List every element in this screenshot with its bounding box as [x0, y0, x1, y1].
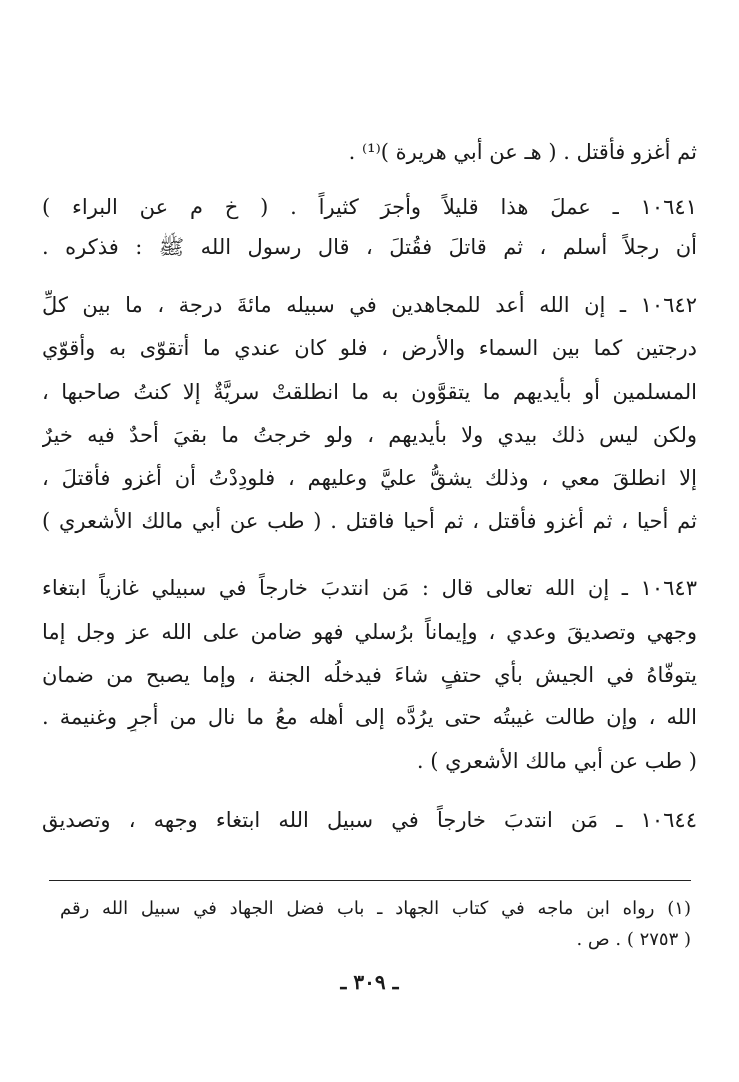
text-line-4: ١٠٦٤٢ ـ إن الله أعد للمجاهدين في سبيله مائةَ درجة ، ما بين كلِّ [42, 293, 697, 317]
text-line-10: ١٠٦٤٣ ـ إن الله تعالى قال : مَن انتدبَ خارجاً في سبيلي غازياً ابتغاء [42, 576, 697, 600]
text-line-13: الله ، وإن طالت غيبتُه حتى يرُدَّه إلى أهله معُ ما نال من أجرٍ وغنيمة . [42, 705, 697, 729]
text-line-9: ثم أحيا ، ثم أغزو فأقتل ، ثم أحيا فاقتل . ( طب عن أبي مالك الأشعري ) [42, 509, 697, 533]
text-line-1: ثم أغزو فأقتل . ( هـ عن أبي هريرة )⁽¹⁾ . [348, 140, 697, 164]
footnote-line-2: ( ٢٧٥٣ ) . ص . [576, 929, 691, 950]
text-line-2: ١٠٦٤١ ـ عملَ هذا قليلاً وأجرَ كثيراً . ( خ م عن البراء ) [42, 195, 697, 219]
text-line-5: درجتين كما بين السماء والأرض ، فلو كان عندي ما أتقوّى به وأقوّي [42, 336, 697, 360]
text-line-7: ولكن ليس ذلك بيدي ولا بأيديهم ، ولو خرجتُ ما بقيَ أحدٌ فيه خيرٌ [42, 423, 697, 447]
text-line-14: ( طب عن أبي مالك الأشعري ) . [416, 749, 697, 773]
footnote-line-1: (١) رواه ابن ماجه في كتاب الجهاد ـ باب فضل الجهاد في سبيل الله رقم [60, 898, 691, 919]
text-line-15: ١٠٦٤٤ ـ مَن انتدبَ خارجاً في سبيل الله ابتغاء وجهه ، وتصديق [42, 808, 697, 832]
text-line-6: المسلمين أو بأيديهم ما يتقوَّون به ما انطلقتْ سريَّةٌ إلا كنتُ صاحبها ، [42, 380, 697, 404]
footnote-divider [49, 880, 691, 881]
text-line-3: أن رجلاً أسلم ، ثم قاتلَ فقُتلَ ، قال رسول الله ﷺ : فذكره . [42, 235, 697, 259]
page-number: ـ ٣٠٩ ـ [340, 970, 399, 994]
text-line-8: إلا انطلقَ معي ، وذلك يشقُّ عليَّ وعليهم ، فلودِدْتُ أن أغزو فأقتلَ ، [42, 466, 697, 490]
text-line-12: يتوفّاهُ في الجيش بأي حتفٍ شاءَ فيدخلُه الجنة ، وإما يصبح من ضمان [42, 663, 697, 687]
text-line-11: وجهي وتصديقَ وعدي ، وإيماناً برُسلي فهو ضامن على الله عز وجل إما [42, 620, 697, 644]
